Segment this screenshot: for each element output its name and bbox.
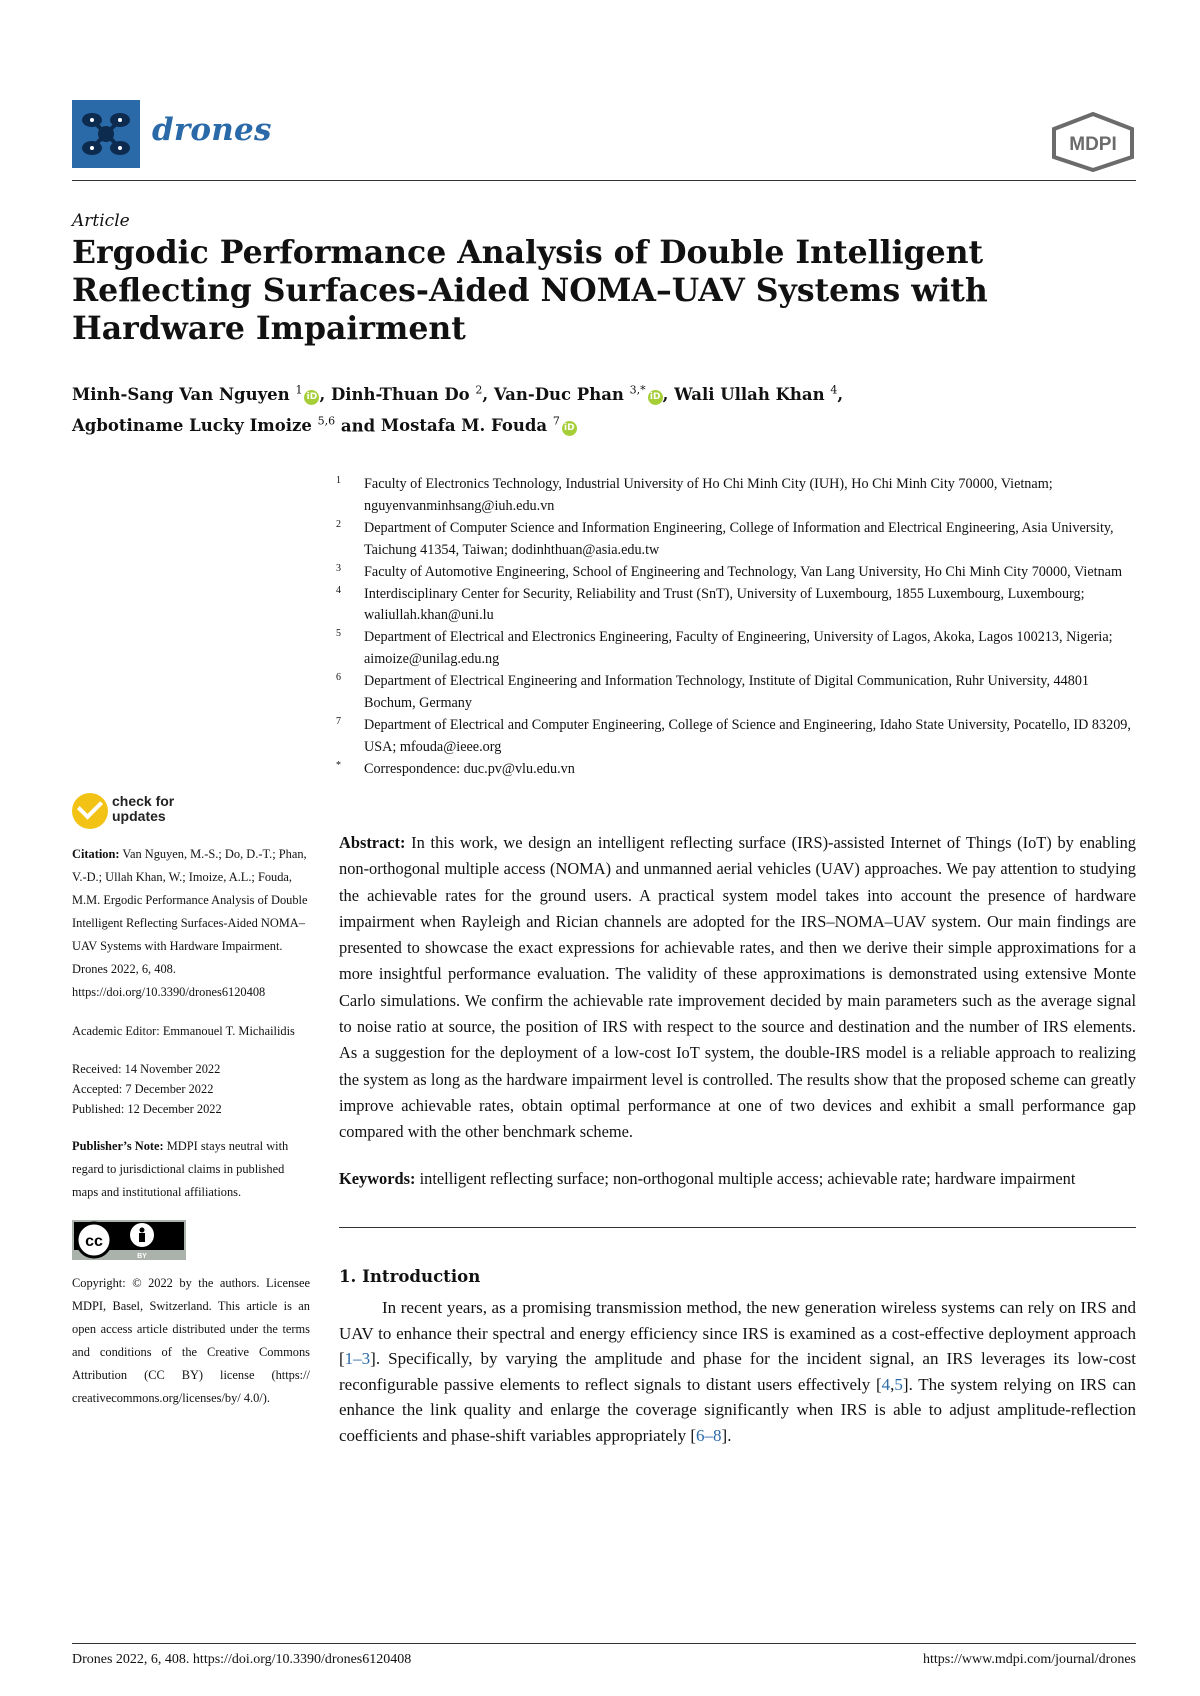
citation-link[interactable]: 6–8 — [696, 1425, 722, 1445]
drone-icon — [72, 100, 140, 168]
citation-link[interactable]: 1–3 — [344, 1349, 371, 1369]
publisher-note: Publisher’s Note: MDPI stays neutral with regard to jurisdictional claims in published maps and institutional affiliations. — [72, 1139, 289, 1199]
affiliation-item: 6 Department of Electrical Engineering and Information Technology, Institute of Digital Communication, Ruhr University, 44801 Bochum, Germany — [336, 672, 1090, 712]
orcid-icon[interactable]: iD — [562, 421, 577, 436]
article-title: Ergodic Performance Analysis of Double Intelligent Reflecting Surfaces-Aided NOMA–UAV Systems with Hardware Impairment — [72, 234, 988, 347]
main-column — [339, 830, 1136, 1448]
section-divider — [339, 1227, 1136, 1228]
orcid-icon[interactable]: iD — [648, 390, 663, 405]
svg-text:cc: cc — [85, 1233, 103, 1250]
academic-editor: Academic Editor: Emmanouel T. Michailidis — [72, 1024, 295, 1038]
citation-link[interactable]: 5 — [894, 1374, 903, 1394]
cc-by-license-icon[interactable] — [72, 1220, 186, 1260]
svg-text:BY: BY — [137, 1253, 147, 1260]
affiliations — [336, 474, 1136, 781]
author[interactable]: Minh-Sang Van Nguyen $^1$iD — [72, 385, 319, 404]
journal-logo — [72, 100, 140, 168]
orcid-icon[interactable]: iD — [304, 390, 319, 405]
section-heading: 1. Introduction — [339, 1265, 481, 1286]
author[interactable]: Agbotiname Lucky Imoize $^{5,6}$ — [72, 414, 336, 435]
affiliation-item: 4 Interdisciplinary Center for Security, Reliability and Trust (SnT), University of Luxembourg, 1855 Luxembourg, Luxembourg; waliullah.khan@uni.lu — [336, 584, 1085, 624]
author[interactable]: Wali Ullah Khan $^4$ — [674, 383, 838, 404]
author-list: Minh-Sang Van Nguyen $^1$iD , Dinh-Thuan Do $^2$, Van-Duc Phan $^{3,*}$iD , Wali Ullah Khan $^4$, Agbotiname Lucky Imoize $^{5,6}$ and Mostafa M. Fouda $^7$iD — [72, 383, 844, 435]
journal-name: drones — [152, 112, 272, 148]
intro-paragraph: In recent years, as a promising transmission method, the new generation wireless systems can rely on IRS and UAV to enhance their spectral and energy efficiency since IRS is examined as a cost-effective deployment approach [1–3]. Specifically, by varying the amplitude and phase for the incident signal, an IRS leverages its low-cost reconfigurable passive elements to reflect signals to distant users effectively [4,5]. The system relying on IRS can enhance the link quality and enlarge the coverage significantly when IRS is able to adjust amplitude-reflection coefficients and phase-shift variables appropriately [6–8]. — [339, 1298, 1136, 1445]
published-date: Published: 12 December 2022 — [72, 1102, 222, 1116]
publisher-name: MDPI — [1069, 134, 1117, 155]
author[interactable]: Mostafa M. Fouda $^7$iD — [381, 416, 577, 435]
header-divider — [72, 180, 1136, 181]
affiliation-item: 7 Department of Electrical and Computer Engineering, College of Science and Engineering, Idaho State University, Pocatello, ID 83209, USA; mfouda@ieee.org — [336, 715, 1131, 755]
author[interactable]: Van-Duc Phan $^{3,*}$iD — [494, 385, 663, 404]
author[interactable]: Dinh-Thuan Do $^2$ — [330, 383, 483, 404]
affiliation-item: 5 Department of Electrical and Electronics Engineering, Faculty of Engineering, University of Lagos, Akoka, Lagos 100213, Nigeria; aimoize@unilag.edu.ng — [336, 628, 1113, 668]
check-updates-label[interactable]: check for updates — [112, 793, 175, 824]
footer-journal-url[interactable]: https://www.mdpi.com/journal/drones — [923, 1652, 1136, 1667]
received-date: Received: 14 November 2022 — [72, 1062, 221, 1076]
dates — [72, 1059, 310, 1119]
copyright-notice: Copyright: © 2022 by the authors. Licensee MDPI, Basel, Switzerland. This article is an open access article distributed under the terms and conditions of the Creative Commons Attribution (CC BY) license (https:// creativecommons.org/licenses/by/ 4.0/). — [72, 1276, 310, 1405]
correspondence: * Correspondence: duc.pv@vlu.edu.vn — [336, 759, 575, 777]
affiliation-item: 2 Department of Computer Science and Information Engineering, College of Information and Electrical Engineering, Asia University, Taichung 41354, Taiwan; dodinhthuan@asia.edu.tw — [336, 518, 1114, 558]
footer-citation[interactable]: Drones 2022, 6, 408. https://doi.org/10.3390/drones6120408 — [72, 1652, 412, 1667]
affiliation-item: 3 Faculty of Automotive Engineering, School of Engineering and Technology, Van Lang University, Ho Chi Minh City 70000, Vietnam — [336, 562, 1122, 580]
accepted-date: Accepted: 7 December 2022 — [72, 1082, 214, 1096]
article-type: Article — [72, 211, 130, 231]
keywords: Keywords: intelligent reflecting surface; non-orthogonal multiple access; achievable rate; hardware impairment — [339, 1168, 1076, 1188]
affiliation-item: 1 Faculty of Electronics Technology, Industrial University of Ho Chi Minh City (IUH), Ho Chi Minh City 70000, Vietnam; nguyenvanminhsang@iuh.edu.vn — [336, 475, 1053, 514]
citation: Citation: Van Nguyen, M.-S.; Do, D.-T.; Phan, V.-D.; Ullah Khan, W.; Imoize, A.L.; Fouda, M.M. Ergodic Performance Analysis of Double Intelligent Reflecting Surfaces-Aided NOMA–UAV Systems with Hardware Impairment. Drones 2022, 6, 408. https://doi.org/10.3390/drones6120408 — [72, 847, 308, 999]
mdpi-logo — [1050, 112, 1136, 172]
sidebar — [72, 843, 310, 1426]
citation-link[interactable]: 4 — [881, 1374, 891, 1394]
abstract: Abstract: In this work, we design an intelligent reflecting surface (IRS)-assisted Internet of Things (IoT) by enabling non-orthogonal multiple access (NOMA) and unmanned aerial vehicles (UAV) approaches. We pay attention to studying the achievable rates for the ground users. A practical system model takes into account the presence of hardware impairment when Rayleigh and Rician channels are adopted for the IRS–NOMA–UAV system. Our main findings are presented to showcase the exact expressions for achievable rates, and then we derive their simple approximations for a more insightful performance evaluation. The validity of these approximations is demonstrated using extensive Monte Carlo simulations. We confirm the achievable rate improvement decided by main parameters such as the average signal to noise ratio at source, the position of IRS with respect to the source and destination and the number of IRS elements. As a suggestion for the deployment of a low-cost IoT system, the double-IRS model is a reliable approach to realizing the system as long as the hardware impairment level is controlled. The results show that the proposed scheme can greatly improve achievable rates, obtain optimal performance at one of two devices and exhibit a small performance gap compared with the other benchmark scheme. — [339, 833, 1136, 1142]
footer-divider — [72, 1643, 1136, 1644]
